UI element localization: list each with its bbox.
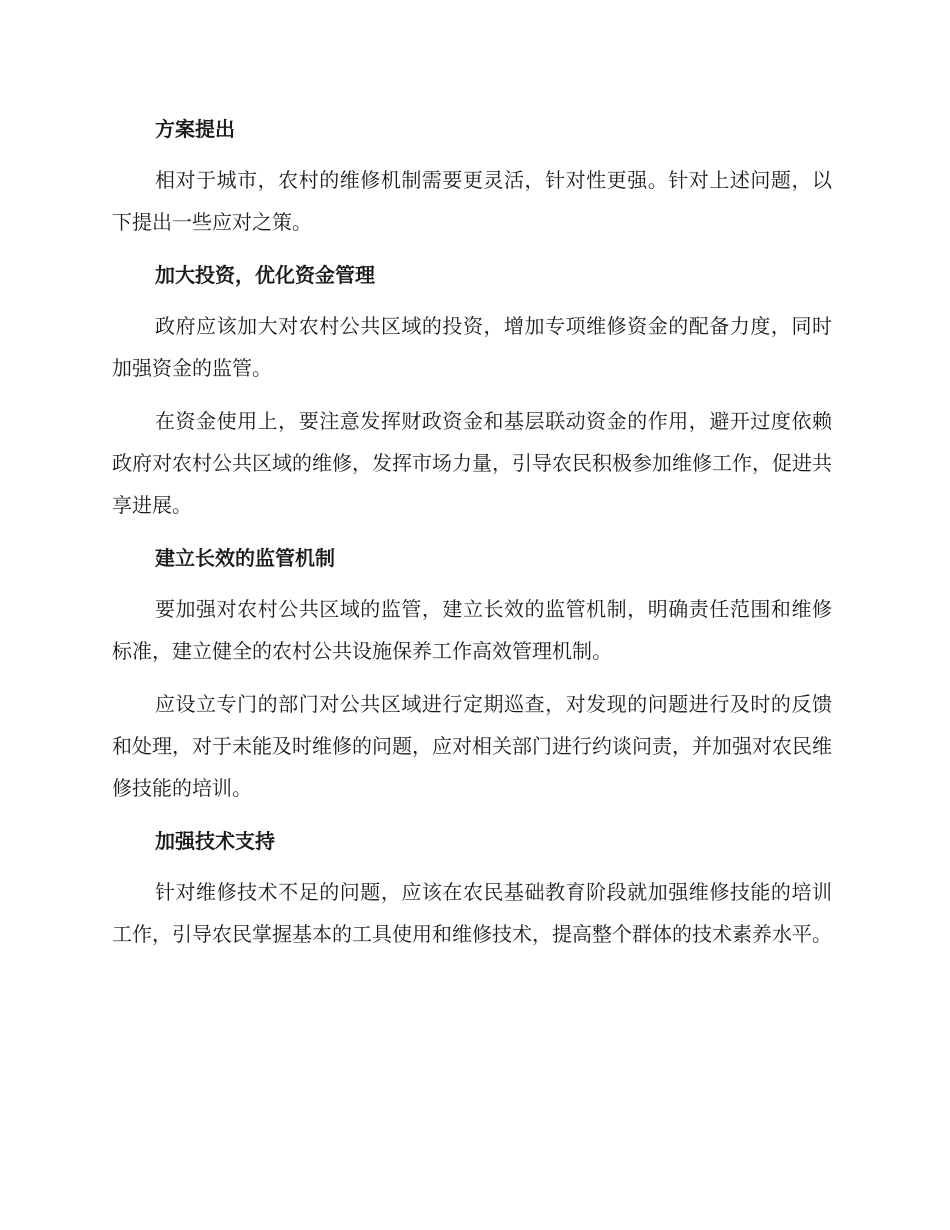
section-heading: 方案提出 xyxy=(155,117,235,141)
paragraph: 政府应该加大对农村公共区域的投资，增加专项维修资金的配备力度，同时加强资金的监管。 xyxy=(112,314,832,380)
paragraph: 在资金使用上，要注意发挥财政资金和基层联动资金的作用，避开过度依赖政府对农村公共区域的维修，发挥市场力量，引导农民积极参加维修工作，促进共享进展。 xyxy=(112,409,832,517)
paragraph: 要加强对农村公共区域的监管，建立长效的监管机制，明确责任范围和维修标准，建立健全的农村公共设施保养工作高效管理机制。 xyxy=(112,597,832,663)
paragraph: 应设立专门的部门对公共区域进行定期巡查，对发现的问题进行及时的反馈和处理，对于未能及时维修的问题，应对相关部门进行约谈问责，并加强对农民维修技能的培训。 xyxy=(112,692,832,800)
paragraph: 针对维修技术不足的问题，应该在农民基础教育阶段就加强维修技能的培训工作，引导农民掌握基本的工具使用和维修技术，提高整个群体的技术素养水平。 xyxy=(112,880,832,946)
section-heading: 加强技术支持 xyxy=(155,829,275,853)
section-heading: 建立长效的监管机制 xyxy=(155,546,335,570)
paragraph: 相对于城市，农村的维修机制需要更灵活，针对性更强。针对上述问题，以下提出一些应对之策。 xyxy=(112,168,832,234)
section-heading: 加大投资，优化资金管理 xyxy=(155,263,375,287)
document-body xyxy=(112,108,832,966)
